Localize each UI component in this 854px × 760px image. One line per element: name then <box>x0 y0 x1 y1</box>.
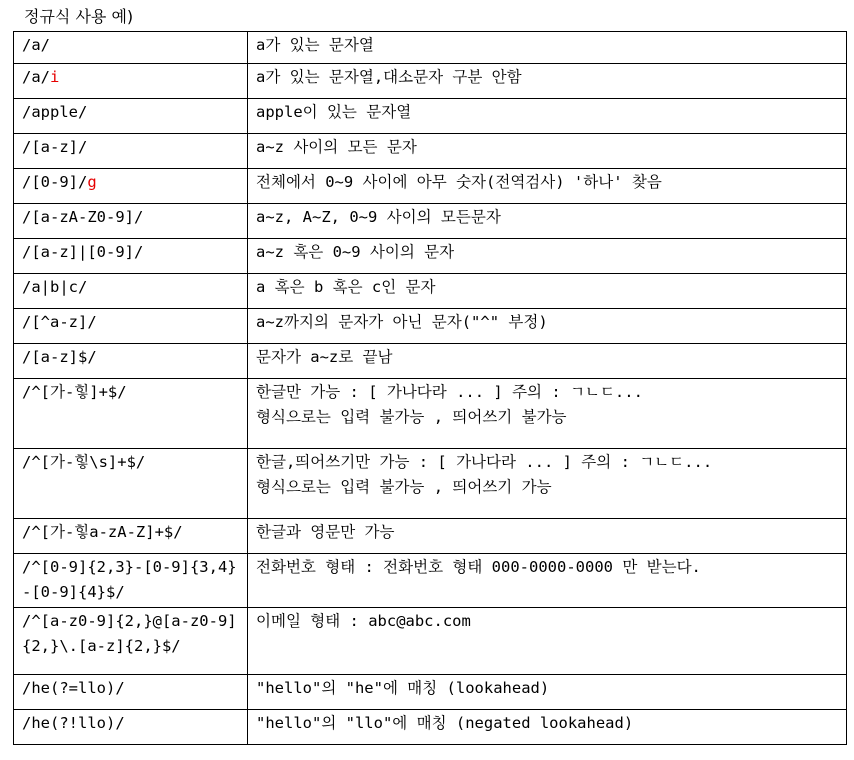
pattern-cell <box>14 204 248 239</box>
pattern-cell <box>14 169 248 204</box>
regex-examples-table <box>13 31 847 745</box>
description-cell <box>248 64 847 99</box>
description-cell <box>248 519 847 554</box>
pattern-text: /^[가-힣a-zA-Z]+$/ <box>22 523 183 541</box>
description-text: a~z 혹은 0~9 사이의 문자 <box>256 243 455 261</box>
pattern-text: /a/ <box>22 68 50 86</box>
description-text: a~z까지의 문자가 아닌 문자("^" 부정) <box>256 313 548 331</box>
pattern-text: /^[가-힣\s]+$/ <box>22 453 146 471</box>
description-cell <box>248 239 847 274</box>
table-row <box>14 449 847 519</box>
table-row <box>14 32 847 64</box>
description-cell <box>248 379 847 449</box>
table-row <box>14 710 847 745</box>
pattern-cell <box>14 449 248 519</box>
table-row <box>14 274 847 309</box>
description-cell <box>248 608 847 675</box>
description-cell <box>248 32 847 64</box>
description-text: 이메일 형태 : abc@abc.com <box>256 612 471 630</box>
description-text: "hello"의 "he"에 매칭 (lookahead) <box>256 679 550 697</box>
description-text: 한글과 영문만 가능 <box>256 523 395 541</box>
description-cell <box>248 710 847 745</box>
description-text: a 혹은 b 혹은 c인 문자 <box>256 278 436 296</box>
pattern-cell <box>14 134 248 169</box>
table-row <box>14 519 847 554</box>
pattern-text: /a|b|c/ <box>22 278 88 296</box>
description-cell <box>248 274 847 309</box>
description-cell <box>248 554 847 608</box>
description-text: "hello"의 "llo"에 매칭 (negated lookahead) <box>256 714 634 732</box>
table-row <box>14 64 847 99</box>
table-row <box>14 134 847 169</box>
table-row <box>14 554 847 608</box>
pattern-cell <box>14 274 248 309</box>
description-text: 형식으로는 입력 불가능 , 띄어쓰기 가능 <box>256 478 552 496</box>
regex-table-body <box>14 32 847 745</box>
page-title: 정규식 사용 예) <box>24 7 134 26</box>
description-cell <box>248 134 847 169</box>
description-cell <box>248 99 847 134</box>
table-row <box>14 239 847 274</box>
pattern-text: /[a-z]|[0-9]/ <box>22 243 144 261</box>
description-text: a가 있는 문자열 <box>256 36 374 54</box>
regex-flag: g <box>87 173 97 191</box>
pattern-cell <box>14 239 248 274</box>
pattern-text: /^[0-9]{2,3}-[0-9]{3,4}-[0-9]{4}$/ <box>22 558 237 601</box>
pattern-text: /he(?!llo)/ <box>22 714 125 732</box>
description-text: 전체에서 0~9 사이에 아무 숫자(전역검사) '하나' 찾음 <box>256 173 662 191</box>
description-cell <box>248 449 847 519</box>
description-text: 형식으로는 입력 불가능 , 띄어쓰기 불가능 <box>256 408 567 426</box>
pattern-text: /[0-9]/ <box>22 173 88 191</box>
description-text: a~z, A~Z, 0~9 사이의 모든문자 <box>256 208 501 226</box>
table-row <box>14 608 847 675</box>
description-text: apple이 있는 문자열 <box>256 103 412 121</box>
table-row <box>14 379 847 449</box>
description-cell <box>248 169 847 204</box>
pattern-cell <box>14 710 248 745</box>
pattern-text: /[a-zA-Z0-9]/ <box>22 208 144 226</box>
regex-flag: i <box>50 68 60 86</box>
table-row <box>14 99 847 134</box>
description-text: a~z 사이의 모든 문자 <box>256 138 417 156</box>
description-text: 문자가 a~z로 끝남 <box>256 348 393 366</box>
pattern-cell <box>14 608 248 675</box>
pattern-text: /[a-z]/ <box>22 138 88 156</box>
pattern-text: /apple/ <box>22 103 88 121</box>
description-text: 한글,띄어쓰기만 가능 : [ 가나다라 ... ] 주의 : ㄱㄴㄷ... <box>256 453 713 471</box>
table-row <box>14 344 847 379</box>
pattern-cell <box>14 32 248 64</box>
pattern-cell <box>14 344 248 379</box>
pattern-text: /a/ <box>22 36 50 54</box>
pattern-text: /^[a-z0-9]{2,}@[a-z0-9]{2,}\.[a-z]{2,}$/ <box>22 612 237 655</box>
pattern-text: /[a-z]$/ <box>22 348 97 366</box>
description-cell <box>248 344 847 379</box>
description-text: a가 있는 문자열,대소문자 구분 안함 <box>256 68 522 86</box>
table-row <box>14 204 847 239</box>
table-row <box>14 675 847 710</box>
pattern-cell <box>14 519 248 554</box>
pattern-cell <box>14 64 248 99</box>
pattern-cell <box>14 309 248 344</box>
pattern-cell <box>14 675 248 710</box>
pattern-cell <box>14 99 248 134</box>
pattern-text: /[^a-z]/ <box>22 313 97 331</box>
pattern-cell <box>14 379 248 449</box>
description-text: 전화번호 형태 : 전화번호 형태 000-0000-0000 만 받는다. <box>256 558 701 576</box>
pattern-text: /he(?=llo)/ <box>22 679 125 697</box>
description-cell <box>248 204 847 239</box>
description-cell <box>248 309 847 344</box>
description-cell <box>248 675 847 710</box>
pattern-text: /^[가-힣]+$/ <box>22 383 127 401</box>
table-row <box>14 309 847 344</box>
description-text: 한글만 가능 : [ 가나다라 ... ] 주의 : ㄱㄴㄷ... <box>256 383 643 401</box>
pattern-cell <box>14 554 248 608</box>
table-row <box>14 169 847 204</box>
